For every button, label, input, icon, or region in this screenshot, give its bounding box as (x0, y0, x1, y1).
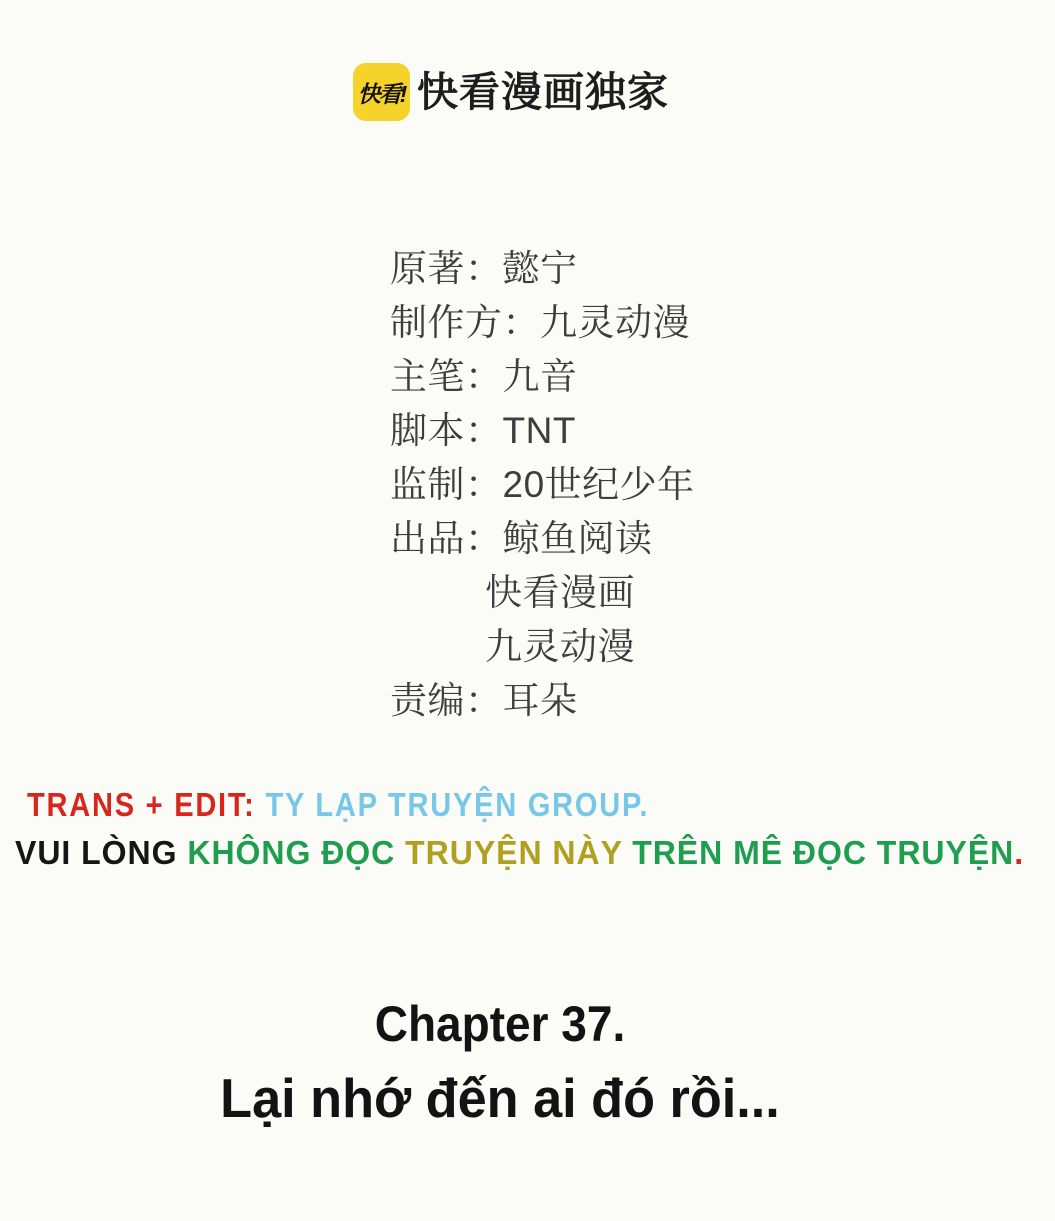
publisher-brand-text: 快看漫画独家 (417, 68, 669, 115)
note-text-segment: KHÔNG ĐỌC (187, 834, 406, 871)
translator-credit-line (27, 783, 932, 827)
chapter-heading (0, 995, 1000, 1130)
note-text-segment: TRUYỆN NÀY (405, 834, 633, 871)
credit-row-script: 脚本：TNT (390, 410, 576, 451)
credit-row-lead-artist: 主笔：九音 (390, 356, 578, 397)
note-text-segment: TRÊN MÊ ĐỌC TRUYỆN (632, 834, 1015, 871)
credit-row-original-author: 原著：懿宁 (390, 248, 578, 289)
publisher-logo (0, 63, 1000, 121)
credit-row-producer: 制作方：九灵动漫 (390, 302, 690, 343)
kuaikan-logo-icon: 快看! (353, 63, 410, 121)
note-text-segment: . (1014, 834, 1025, 871)
credits-list (390, 242, 695, 728)
chapter-title: Lại nhớ đến ai đó rồi... (220, 1067, 780, 1129)
note-text-segment: TY LẠP TRUYỆN GROUP. (265, 786, 650, 823)
translator-warning-line (15, 831, 1024, 875)
credit-row-publisher-2: 快看漫画 (485, 572, 635, 613)
credit-row-supervisor: 监制：20世纪少年 (390, 464, 695, 505)
note-text-segment: TRANS + EDIT: (27, 786, 266, 823)
chapter-number: Chapter 37. (374, 996, 626, 1052)
note-text-segment: VUI LÒNG (15, 834, 188, 871)
credit-row-editor: 责编：耳朵 (390, 680, 578, 721)
credit-row-publisher-1: 出品：鲸鱼阅读 (390, 518, 653, 559)
translator-note (15, 783, 1055, 875)
credit-row-publisher-3: 九灵动漫 (485, 626, 635, 667)
